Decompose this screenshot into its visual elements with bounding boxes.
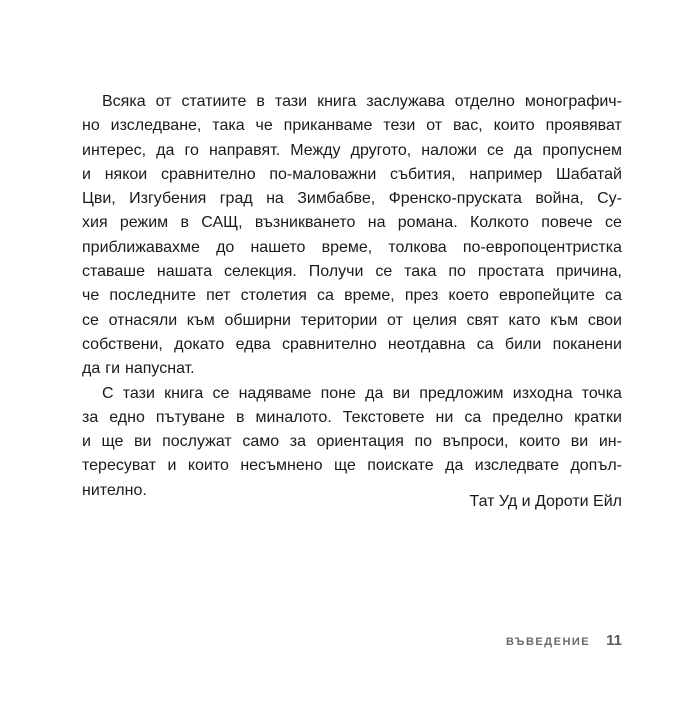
word: изходна bbox=[512, 384, 573, 402]
word: ви bbox=[392, 384, 411, 402]
word: столетия bbox=[240, 287, 307, 305]
word: собствени, bbox=[82, 335, 163, 353]
word: но bbox=[82, 117, 100, 135]
word: допъл- bbox=[570, 457, 622, 475]
word: Шабатай bbox=[556, 165, 622, 183]
word: селекция. bbox=[224, 263, 297, 281]
word: кратки bbox=[574, 408, 622, 426]
word: причина, bbox=[555, 263, 622, 281]
word: да bbox=[513, 141, 533, 159]
word: от bbox=[155, 93, 172, 110]
word: ин- bbox=[598, 433, 622, 451]
word: сравнително bbox=[160, 165, 256, 183]
word: нително. bbox=[82, 481, 147, 499]
author-signature: Тат Уд и Дороти Ейл bbox=[469, 493, 622, 510]
word: се bbox=[212, 384, 230, 402]
word: за bbox=[289, 433, 306, 451]
text-line bbox=[82, 114, 622, 138]
word: като bbox=[508, 311, 541, 329]
word: несъмнено bbox=[240, 457, 323, 475]
word: докато bbox=[174, 335, 225, 353]
word: в bbox=[180, 214, 189, 232]
word: от bbox=[387, 311, 403, 329]
word: така bbox=[212, 117, 245, 135]
word: да bbox=[156, 141, 175, 159]
word: така bbox=[404, 263, 437, 281]
word: ви bbox=[570, 433, 589, 451]
word: поканени bbox=[552, 335, 622, 353]
word: изследване, bbox=[110, 117, 202, 135]
word: война, bbox=[535, 190, 584, 208]
page-footer bbox=[506, 632, 622, 649]
word: наложи bbox=[421, 141, 477, 159]
word: свят bbox=[466, 311, 499, 329]
word: Всяка bbox=[102, 93, 146, 110]
word: към bbox=[186, 311, 215, 329]
word: пет bbox=[206, 287, 231, 305]
word: романа. bbox=[397, 214, 458, 232]
word: които bbox=[187, 457, 229, 475]
word: поискате bbox=[367, 457, 434, 475]
word: че bbox=[255, 117, 273, 135]
word: през bbox=[404, 287, 439, 305]
word: другото, bbox=[350, 141, 412, 159]
word: Получи bbox=[308, 263, 364, 281]
word: миналото. bbox=[255, 408, 332, 426]
word: по bbox=[414, 433, 433, 451]
word: и bbox=[167, 457, 177, 475]
word: въпроси, bbox=[442, 433, 509, 451]
word: време, bbox=[344, 287, 395, 305]
word: САЩ, bbox=[201, 214, 243, 232]
word: например bbox=[469, 165, 543, 183]
word: приканваме bbox=[283, 117, 373, 135]
word: пропуснем bbox=[542, 141, 622, 159]
word: от bbox=[426, 117, 443, 135]
word: сравнително bbox=[281, 335, 377, 353]
word: последните bbox=[109, 287, 196, 305]
page-number: 11 bbox=[606, 632, 622, 649]
word: режим bbox=[119, 214, 169, 232]
word: Цви, bbox=[82, 190, 116, 208]
word: пътуване bbox=[155, 408, 226, 426]
word: целия bbox=[412, 311, 457, 329]
word: до bbox=[216, 238, 235, 256]
word: интерес, bbox=[82, 141, 147, 159]
word: тези bbox=[383, 117, 416, 135]
word: били bbox=[504, 335, 542, 353]
word: ви bbox=[134, 433, 152, 451]
word: да bbox=[365, 384, 384, 402]
word: се bbox=[605, 214, 622, 232]
word: са bbox=[605, 287, 622, 305]
word: отделно bbox=[454, 93, 515, 110]
word: монографич- bbox=[524, 93, 622, 110]
word: Су- bbox=[597, 190, 622, 208]
word: Изгубения bbox=[129, 190, 207, 208]
word: град bbox=[219, 190, 253, 208]
word: проявяват bbox=[545, 117, 622, 135]
word: го bbox=[184, 141, 199, 159]
word: С bbox=[102, 384, 114, 402]
text-line bbox=[82, 454, 622, 478]
word: пределно bbox=[492, 408, 564, 426]
text-line bbox=[82, 333, 622, 357]
word: се bbox=[375, 263, 393, 281]
running-head: ВЪВЕДЕНИЕ bbox=[506, 636, 591, 648]
body-text bbox=[82, 90, 622, 503]
word: за bbox=[82, 408, 99, 426]
text-line bbox=[82, 187, 622, 211]
word: на bbox=[367, 214, 386, 232]
word: някои bbox=[104, 165, 148, 183]
word: вас, bbox=[452, 117, 483, 135]
word: нашето bbox=[250, 238, 306, 256]
word: са bbox=[464, 408, 482, 426]
text-line bbox=[82, 382, 622, 406]
word: Колкото bbox=[469, 214, 529, 232]
word: напуснат. bbox=[125, 360, 195, 378]
word: тази bbox=[274, 93, 308, 110]
word: събития, bbox=[390, 165, 456, 183]
word: време, bbox=[321, 238, 373, 256]
word: Между bbox=[290, 141, 341, 159]
word: по-маловажни bbox=[269, 165, 377, 183]
word: едва bbox=[235, 335, 271, 353]
word: изследвате bbox=[474, 457, 560, 475]
word: хия bbox=[82, 214, 108, 232]
text-line bbox=[82, 406, 622, 430]
word: ни bbox=[435, 408, 454, 426]
word: ще bbox=[101, 433, 124, 451]
word: предложим bbox=[419, 384, 504, 402]
word: послужат bbox=[162, 433, 232, 451]
word: Текстовете bbox=[342, 408, 425, 426]
word: приближавахме bbox=[82, 238, 200, 256]
word: нашата bbox=[156, 263, 213, 281]
text-line bbox=[82, 284, 622, 308]
word: точка bbox=[581, 384, 622, 402]
word: което bbox=[448, 287, 489, 305]
word: свои bbox=[587, 311, 622, 329]
text-line bbox=[82, 139, 622, 163]
word: толкова bbox=[388, 238, 447, 256]
word: ще bbox=[333, 457, 356, 475]
word: че bbox=[82, 287, 100, 305]
word: ориентация bbox=[316, 433, 404, 451]
text-line bbox=[82, 90, 622, 114]
text-line bbox=[82, 211, 622, 235]
text-line bbox=[82, 430, 622, 454]
word: тази bbox=[122, 384, 155, 402]
word: и bbox=[82, 165, 91, 183]
word: повече bbox=[541, 214, 593, 232]
word: надяваме bbox=[238, 384, 312, 402]
word: статиите bbox=[181, 93, 247, 110]
text-line bbox=[82, 357, 622, 381]
word: към bbox=[550, 311, 579, 329]
word: по-европоцентристка bbox=[462, 238, 622, 256]
word: неотдавна bbox=[387, 335, 466, 353]
word: едно bbox=[109, 408, 145, 426]
word: заслужава bbox=[366, 93, 445, 110]
word: европейците bbox=[499, 287, 595, 305]
word: които bbox=[493, 117, 535, 135]
word: са bbox=[476, 335, 494, 353]
word: и bbox=[82, 433, 91, 451]
word: които bbox=[519, 433, 561, 451]
word: поне bbox=[320, 384, 356, 402]
word: да bbox=[82, 360, 101, 378]
word: са bbox=[317, 287, 334, 305]
text-line bbox=[82, 236, 622, 260]
word: се bbox=[486, 141, 504, 159]
word: в bbox=[236, 408, 245, 426]
word: възникването bbox=[254, 214, 356, 232]
text-line bbox=[82, 260, 622, 284]
word: Зимбабве, bbox=[297, 190, 376, 208]
text-line bbox=[82, 163, 622, 187]
word: направят. bbox=[208, 141, 281, 159]
word: книга bbox=[317, 93, 357, 110]
word: на bbox=[266, 190, 284, 208]
word: отнасяли bbox=[108, 311, 178, 329]
word: Френско-пруската bbox=[388, 190, 522, 208]
word: простата bbox=[477, 263, 545, 281]
word: ги bbox=[105, 360, 121, 378]
word: територии bbox=[300, 311, 378, 329]
word: обширни bbox=[224, 311, 291, 329]
word: по bbox=[448, 263, 466, 281]
word: ставаше bbox=[82, 263, 145, 281]
word: да bbox=[445, 457, 464, 475]
word: само bbox=[242, 433, 280, 451]
word: книга bbox=[164, 384, 204, 402]
word: в bbox=[256, 93, 265, 110]
word: се bbox=[82, 311, 99, 329]
word: тересуват bbox=[82, 457, 157, 475]
text-line bbox=[82, 309, 622, 333]
